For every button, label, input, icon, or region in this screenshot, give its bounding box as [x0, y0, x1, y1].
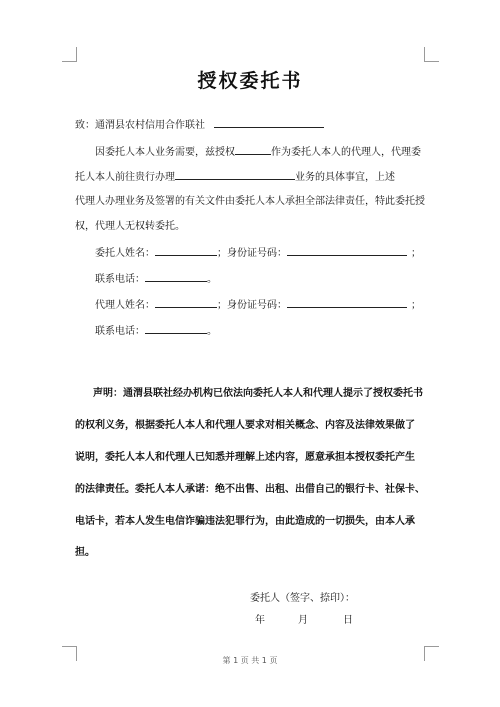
- document-title: 授权委托书: [197, 70, 303, 92]
- body-text: 作为委托人本人的代理人，代理委: [271, 147, 421, 158]
- principal-name-label: 委托人姓名：: [95, 248, 155, 259]
- body-text: 因委托人本人业务需要，兹授权: [95, 147, 235, 158]
- punctuation: ；: [411, 248, 421, 259]
- recipient-blank[interactable]: [214, 118, 324, 128]
- agent-blank[interactable]: [235, 145, 271, 155]
- statement-line: 声明：通渭县联社经办机构已依法向委托人本人和代理人提示了授权委托书: [93, 388, 423, 399]
- principal-phone-row: [95, 272, 217, 287]
- agent-id-label: ；身份证号码：: [217, 300, 287, 311]
- statement-line: 电话卡，若本人发生电信诈骗违法犯罪行为，由此造成的一切损失，由本人承: [75, 516, 415, 527]
- page-footer: 第 1 页 共 1 页: [222, 656, 278, 665]
- body-text: 业务的具体事宜，上述: [295, 172, 395, 183]
- principal-phone-field[interactable]: [145, 272, 207, 282]
- recipient-label: 致：通渭县农村信用合作联社: [75, 120, 205, 131]
- agent-phone-row: [95, 324, 217, 339]
- agent-name-field[interactable]: [155, 298, 217, 308]
- principal-id-field[interactable]: [287, 246, 407, 256]
- punctuation: ；: [411, 300, 421, 311]
- recipient-line: [75, 118, 324, 133]
- body-line-3: 代理人办理业务及签署的有关文件由委托人本人承担全部法律责任，特此委托授: [75, 196, 425, 207]
- statement-line: 说明，委托人本人和代理人已知悉并理解上述内容，愿意承担本授权委托产生: [75, 452, 415, 463]
- principal-phone-label: 联系电话：: [95, 274, 145, 285]
- signature-year: 年: [255, 615, 265, 626]
- principal-id-label: ；身份证号码：: [217, 248, 287, 259]
- statement-line: 的法律责任。委托人本人承诺：绝不出售、出租、出借自己的银行卡、社保卡、: [75, 484, 425, 495]
- body-line-1: [95, 145, 421, 160]
- agent-row: [95, 298, 421, 313]
- statement-line: 的权利义务，根据委托人本人和代理人要求对相关概念、内容及法律效果做了: [75, 420, 415, 431]
- statement-line: 担。: [75, 547, 95, 558]
- punctuation: 。: [207, 274, 217, 285]
- body-line-4: 权，代理人无权转委托。: [75, 221, 185, 232]
- agent-phone-label: 联系电话：: [95, 326, 145, 337]
- signature-day: 日: [343, 615, 353, 626]
- principal-row: [95, 246, 421, 261]
- body-line-2: [75, 170, 395, 185]
- crop-mark-top-right: [424, 47, 439, 62]
- agent-phone-field[interactable]: [145, 324, 207, 334]
- body-text: 托人本人前往贵行办理: [75, 172, 175, 183]
- agent-name-label: 代理人姓名：: [95, 300, 155, 311]
- signature-month: 月: [298, 615, 308, 626]
- agent-id-field[interactable]: [287, 298, 407, 308]
- principal-name-field[interactable]: [155, 246, 217, 256]
- signature-label: 委托人（签字、捺印）：: [250, 593, 355, 604]
- crop-mark-top-left: [62, 47, 77, 62]
- business-blank[interactable]: [175, 170, 295, 180]
- punctuation: 。: [207, 326, 217, 337]
